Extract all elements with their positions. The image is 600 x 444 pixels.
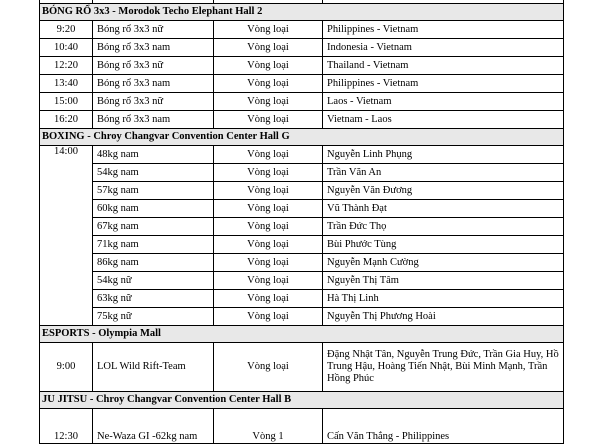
event-cell: 63kg nữ: [93, 290, 214, 308]
table-row: [40, 164, 564, 182]
table-row: [40, 308, 564, 326]
event-cell: 71kg nam: [93, 236, 214, 254]
round-cell: Vòng loại: [214, 75, 323, 93]
time-cell-empty: [40, 254, 93, 272]
table-row: [40, 272, 564, 290]
time-cell: 14:00: [40, 146, 93, 164]
time-cell: 15:00: [40, 93, 93, 111]
time-cell-empty: [40, 182, 93, 200]
time-cell-empty: [40, 218, 93, 236]
table-row: [40, 254, 564, 272]
table-row: [40, 182, 564, 200]
table-row: [40, 111, 564, 129]
time-cell-empty: [40, 164, 93, 182]
athlete-cell: Trần Văn An: [323, 164, 564, 182]
athlete-cell: Hà Thị Linh: [323, 290, 564, 308]
section-title: BOXING - Chroy Changvar Convention Center Hall G: [40, 129, 564, 146]
time-cell-empty: [40, 290, 93, 308]
table-row: [40, 236, 564, 254]
athlete-cell: Nguyễn Mạnh Cường: [323, 254, 564, 272]
event-cell: 48kg nam: [93, 146, 214, 164]
athlete-cell: Vũ Thành Đạt: [323, 200, 564, 218]
schedule-table: [39, 0, 564, 444]
time-cell: 10:40: [40, 39, 93, 57]
event-cell: 67kg nam: [93, 218, 214, 236]
event-cell: Ne-Waza GI -62kg nam: [93, 409, 214, 444]
round-cell: Vòng loại: [214, 164, 323, 182]
table-row: [40, 343, 564, 392]
event-cell: LOL Wild Rift-Team: [93, 343, 214, 392]
section-header-esports: [40, 326, 564, 343]
event-cell: 60kg nam: [93, 200, 214, 218]
table-row: [40, 218, 564, 236]
athlete-cell: Nguyễn Thị Tâm: [323, 272, 564, 290]
time-cell: 12:20: [40, 57, 93, 75]
table-row: [40, 146, 564, 164]
round-cell: Vòng loại: [214, 272, 323, 290]
event-cell: Bóng rổ 3x3 nữ: [93, 21, 214, 39]
round-cell: Vòng loại: [214, 111, 323, 129]
athlete-cell: Nguyễn Thị Phương Hoài: [323, 308, 564, 326]
match-cell: Thailand - Vietnam: [323, 57, 564, 75]
event-cell: Bóng rổ 3x3 nam: [93, 39, 214, 57]
time-cell: 9:00: [40, 343, 93, 392]
section-title: ESPORTS - Olympia Mall: [40, 326, 564, 343]
event-cell: 57kg nam: [93, 182, 214, 200]
time-cell-empty: [40, 272, 93, 290]
table-row: [40, 75, 564, 93]
athlete-cell: Bùi Phước Tùng: [323, 236, 564, 254]
time-cell: 16:20: [40, 111, 93, 129]
round-cell: Vòng loại: [214, 21, 323, 39]
round-cell: Vòng loại: [214, 236, 323, 254]
table-row: [40, 290, 564, 308]
table-row: [40, 409, 564, 444]
athlete-cell: Đặng Nhật Tân, Nguyễn Trung Đức, Trần Gia Huy, Hồ Trung Hậu, Hoàng Tiến Nhật, Bùi Minh Mạnh, Trần Hồng Phúc: [323, 343, 564, 392]
match-cell: Laos - Vietnam: [323, 93, 564, 111]
round-cell: Vòng loại: [214, 290, 323, 308]
round-cell: Vòng loại: [214, 39, 323, 57]
athlete-cell: Cấn Văn Thắng - Philippines: [323, 409, 564, 444]
round-cell: Vòng loại: [214, 308, 323, 326]
match-cell: Philippines - Vietnam: [323, 21, 564, 39]
round-cell: Vòng loại: [214, 218, 323, 236]
time-cell-empty: [40, 200, 93, 218]
athlete-cell: Nguyễn Linh Phụng: [323, 146, 564, 164]
section-header-boxing: [40, 129, 564, 146]
time-cell-empty: [40, 236, 93, 254]
athlete-cell: Nguyễn Văn Đương: [323, 182, 564, 200]
event-cell: 54kg nữ: [93, 272, 214, 290]
event-cell: Bóng rổ 3x3 nữ: [93, 57, 214, 75]
time-cell: 13:40: [40, 75, 93, 93]
event-cell: 54kg nam: [93, 164, 214, 182]
match-cell: Indonesia - Vietnam: [323, 39, 564, 57]
time-cell: 9:20: [40, 21, 93, 39]
round-cell: Vòng 1: [214, 409, 323, 444]
round-cell: Vòng loại: [214, 182, 323, 200]
round-cell: Vòng loại: [214, 254, 323, 272]
section-title: BÓNG RỔ 3x3 - Morodok Techo Elephant Hall 2: [40, 4, 564, 21]
table-row: [40, 93, 564, 111]
round-cell: Vòng loại: [214, 57, 323, 75]
round-cell: Vòng loại: [214, 343, 323, 392]
table-row: [40, 57, 564, 75]
athlete-cell: Trần Đức Thọ: [323, 218, 564, 236]
round-cell: Vòng loại: [214, 200, 323, 218]
section-title: JU JITSU - Chroy Changvar Convention Center Hall B: [40, 392, 564, 409]
round-cell: Vòng loại: [214, 93, 323, 111]
event-cell: 86kg nam: [93, 254, 214, 272]
event-cell: Bóng rổ 3x3 nam: [93, 75, 214, 93]
section-header-basketball: [40, 4, 564, 21]
table-row: [40, 200, 564, 218]
section-header-jujitsu: [40, 392, 564, 409]
event-cell: Bóng rổ 3x3 nữ: [93, 93, 214, 111]
table-row: [40, 39, 564, 57]
event-cell: 75kg nữ: [93, 308, 214, 326]
time-cell: 12:30: [40, 409, 93, 444]
event-cell: Bóng rổ 3x3 nam: [93, 111, 214, 129]
table-row: [40, 21, 564, 39]
match-cell: Vietnam - Laos: [323, 111, 564, 129]
match-cell: Philippines - Vietnam: [323, 75, 564, 93]
round-cell: Vòng loại: [214, 146, 323, 164]
time-cell-empty: [40, 308, 93, 326]
